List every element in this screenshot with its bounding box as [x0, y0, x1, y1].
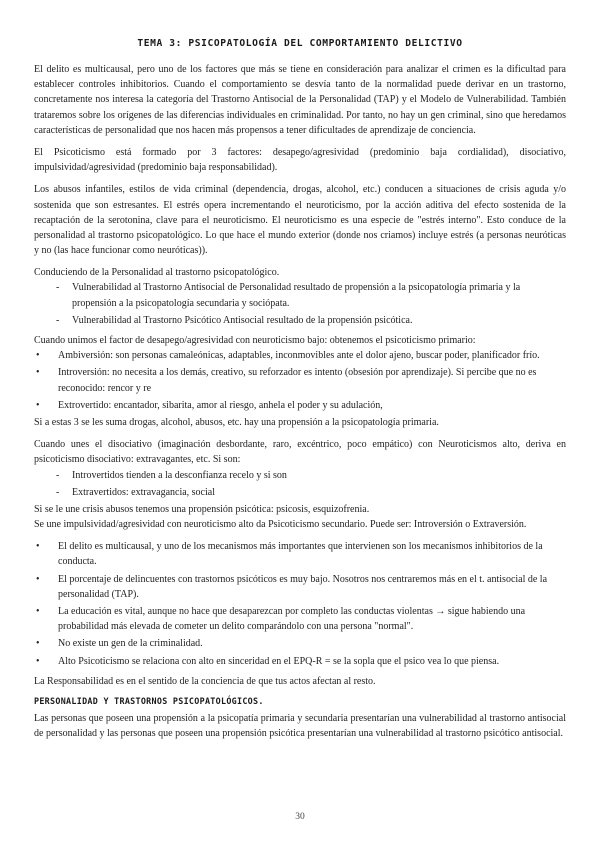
list-item: • Ambiversión: son personas camaleónicas, adaptables, inconmovibles ante el dolor ajeno, buscar poder, planificador frío.	[34, 348, 566, 363]
paragraph-personality-to-disorder: Conduciendo de la Personalidad al trastorno psicopatológico.	[34, 267, 280, 279]
list-item: - Extravertidos: extravagancia, social	[34, 485, 566, 500]
list-item: • El porcentaje de delincuentes con trastornos psicóticos es muy bajo. Nosotros nos centraremos más en el t. antisocial de la personalidad (TAP).	[34, 572, 566, 602]
paragraph-psychotic-propensity: Si se le une crisis abusos tenemos una propensión psicótica: psicosis, esquizofrenia.	[34, 503, 370, 515]
list-vulnerabilities	[34, 280, 566, 328]
list-item: • Introversión: no necesita a los demás, creativo, su reforzador es intento (obsesión por aprendizaje). Si percibe que no es reconocido: rencor y re	[34, 365, 566, 395]
paragraph-primary-propensity: Si a estas 3 se les suma drogas, alcohol, abusos, etc. hay una propensión a la psicopatología primaria.	[34, 416, 439, 428]
paragraph-intro: El delito es multicausal, pero uno de los factores que más se tiene en consideración para analizar el crimen es la dificultad para establecer controles inhibitorios. Cuando el comportamiento se desvía tanto de la normalidad puede derivar en un trastorno, concretamente nos interesa la categoría del Trastorno Antisocial de la Personalidad (TAP) y el Modelo de Vulnerabilidad. También trataremos sobre los orígenes de las diferencias individuales en criminalidad. Por tanto, no hay un gen criminal, sino que heredamos características de personalidad que nos hacen más propensos a tener dificultades de aprendizaje de conciencia.	[34, 64, 566, 136]
paragraph-vulnerability: Las personas que poseen una propensión a la psicopatía primaria y secundaria presentarían una vulnerabilidad al trastorno antisocial de personalidad y las personas que poseen una propensión psicótica presentarían una vulnerabilidad al trastorno psicótico antisocial.	[34, 712, 566, 740]
list-item: • La educación es vital, aunque no hace que desaparezcan por completo las conductas violentas → sigue habiendo una probabilidad más elevada de cometer un delito comparándolo con una persona "normal".	[34, 604, 566, 634]
section-subtitle: PERSONALIDAD Y TRASTORNOS PSICOPATOLÓGICOS.	[34, 695, 264, 706]
paragraph-responsibility: La Responsabilidad es en el sentido de la conciencia de que tus actos afectan al resto.	[34, 675, 376, 687]
list-summary	[34, 539, 566, 669]
paragraph-psychoticism-factors: El Psicoticismo está formado por 3 factores: desapego/agresividad (predominio baja cordialidad), disociativo, impulsividad/agresividad (predominio baja responsabilidad).	[34, 146, 566, 174]
list-item: • No existe un gen de la criminalidad.	[34, 636, 566, 651]
list-item: - Vulnerabilidad al Trastorno Psicótico Antisocial resultado de la propensión psicótica.	[34, 313, 566, 328]
list-item: - Introvertidos tienden a la desconfianza recelo y si son	[34, 468, 566, 483]
list-item: • El delito es multicausal, y uno de los mecanismos más importantes que intervienen son los mecanismos inhibitorios de la conducta.	[34, 539, 566, 569]
paragraph-secondary-psychoticism: Se une impulsividad/agresividad con neuroticismo alto da Psicoticismo secundario. Puede ser: Introversión o Extraversión.	[34, 519, 527, 531]
list-item: • Alto Psicoticismo se relaciona con alto en sinceridad en el EPQ-R = se la sopla que el psico vea lo que piensa.	[34, 654, 566, 669]
list-item: • Extrovertido: encantador, sibarita, amor al riesgo, anhela el poder y su adulación,	[34, 398, 566, 413]
paragraph-dissociative: Cuando unes el disociativo (imaginación desbordante, raro, excéntrico, poco empático) con Neuroticismos alto, deriva en psicoticismo disociativo: extravagantes, etc. Si son:	[34, 439, 566, 466]
list-item: - Vulnerabilidad al Trastorno Antisocial de Personalidad resultado de propensión a la psicopatología primaria y la propensión a la psicopatología secundaria y sociópata.	[34, 280, 566, 310]
page-number: 30	[295, 812, 305, 822]
list-dissociative-types	[34, 468, 566, 500]
paragraph-stress: Los abusos infantiles, estilos de vida criminal (dependencia, drogas, alcohol, etc.) conducen a situaciones de crisis aguda y/o sostenida que son estresantes. El estrés opera incrementando el neuroticismo, por la acción aditiva del efecto sostenida de la recaptación de la serotonina, clave para el neuroticismo. El neuroticismo es una especie de "estrés interno". Esto conduce de la personalidad al trastorno psicopatológico. Lo que hace el mundo exterior (donde nos criamos) incluye estrés (a personas neuróticas y no (las hace funcionar como neuróticas)).	[34, 184, 566, 257]
paragraph-primary-psychoticism: Cuando unimos el factor de desapego/agresividad con neuroticismo bajo: obtenemos el psicoticismo primario:	[34, 335, 476, 346]
list-primary-types	[34, 348, 566, 413]
page-title: TEMA 3: PSICOPATOLOGÍA DEL COMPORTAMIENTO DELICTIVO	[137, 38, 463, 49]
